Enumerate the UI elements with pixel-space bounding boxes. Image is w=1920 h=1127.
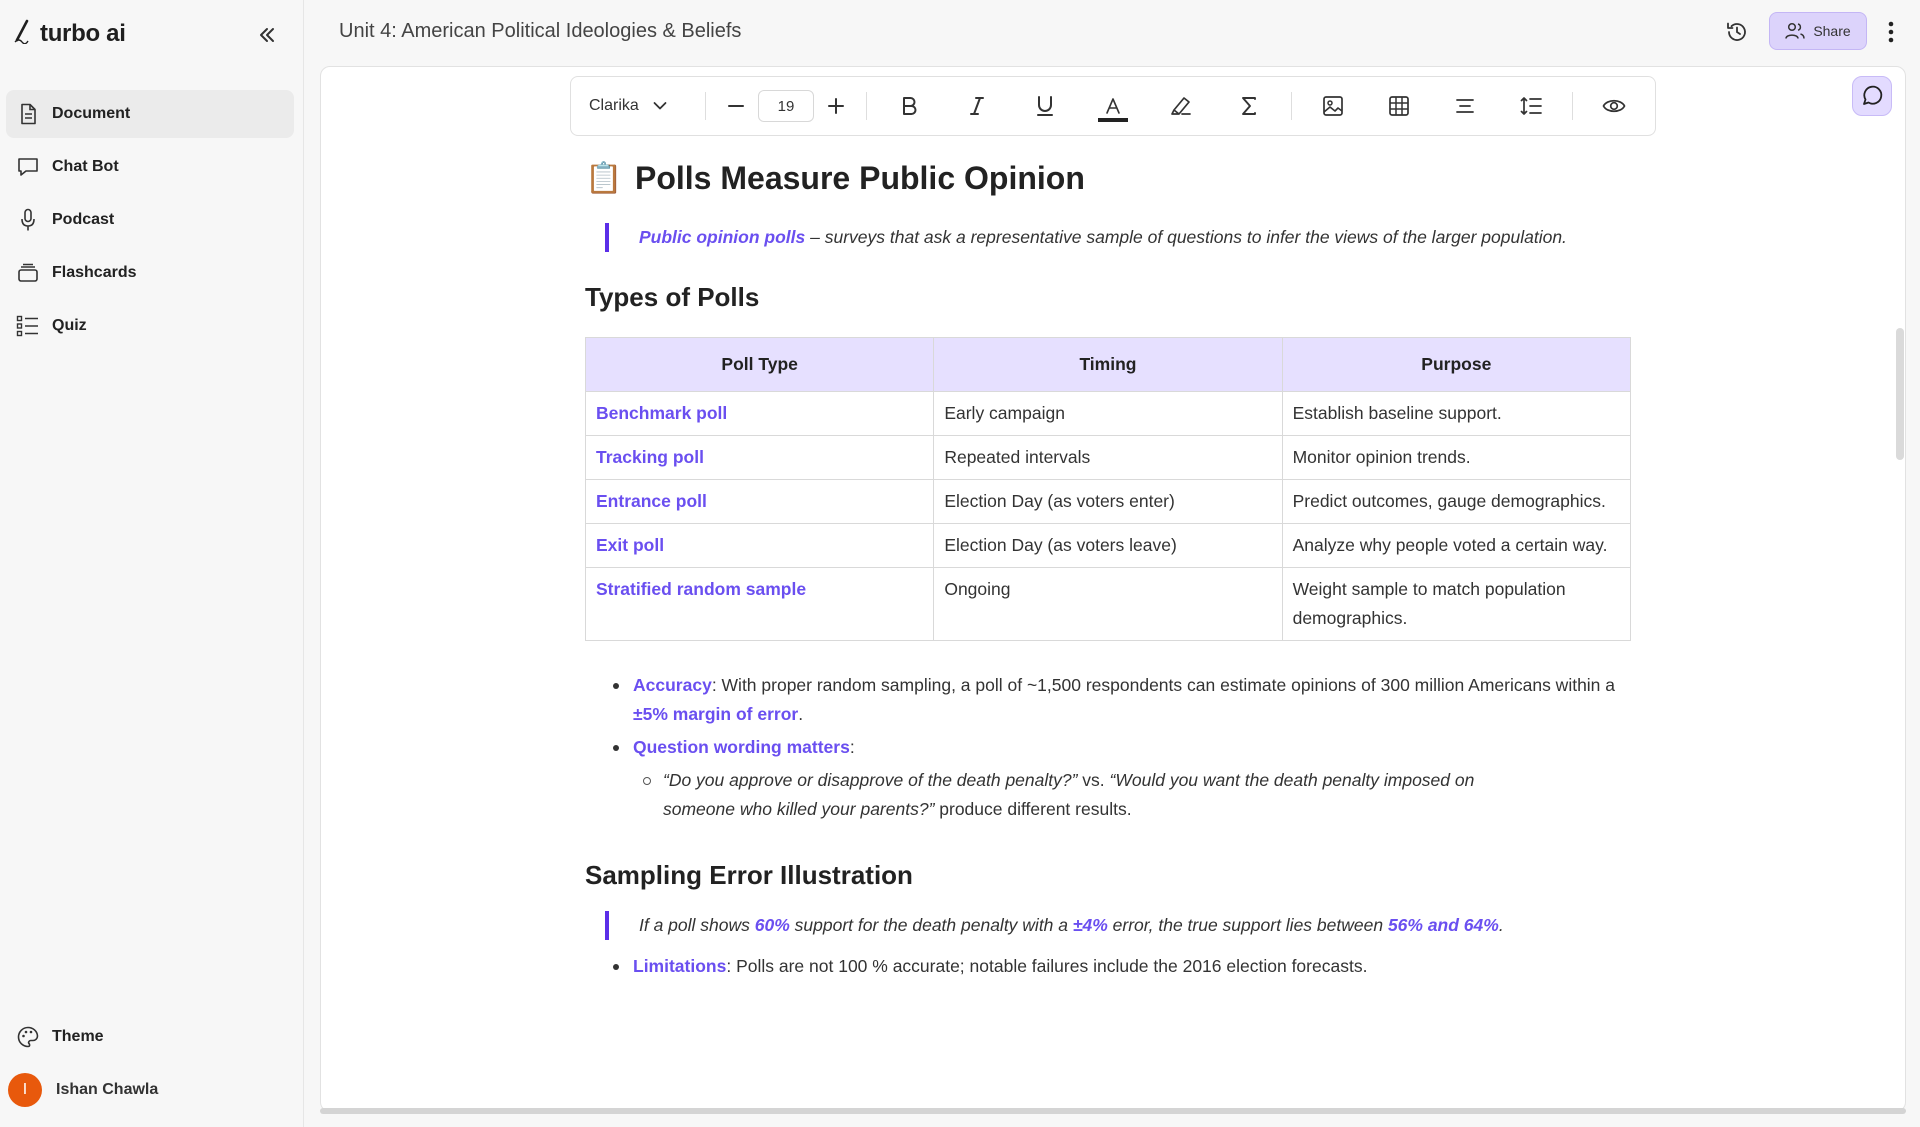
insert-image-button[interactable] — [1300, 86, 1366, 126]
clipboard-icon: 📋 — [585, 162, 623, 195]
italic-icon — [969, 96, 985, 116]
text-style-group — [867, 86, 1291, 126]
list-item — [613, 671, 1631, 729]
document-icon — [16, 102, 40, 126]
list-item-text: produce different results. — [934, 799, 1132, 819]
table-header: Timing — [934, 338, 1282, 392]
sidebar-nav — [6, 90, 294, 355]
sidebar-item-label: Quiz — [52, 317, 87, 334]
font-family-select[interactable] — [571, 97, 705, 115]
table-row — [586, 524, 1631, 568]
minus-icon — [727, 97, 745, 115]
quoted-question: “Would you want the death penalty imposed on someone who killed your parents?” — [663, 770, 1475, 819]
margin-of-error-link[interactable]: ±5% margin of error — [633, 704, 799, 724]
formatting-toolbar — [570, 76, 1656, 136]
plus-icon — [827, 97, 845, 115]
document-body[interactable] — [585, 160, 1631, 981]
brand-logo[interactable] — [14, 18, 126, 49]
table-cell: Ongoing — [934, 568, 1282, 641]
poll-types-table — [585, 337, 1631, 641]
definition-term[interactable]: Public opinion polls — [639, 227, 806, 247]
font-size-group — [706, 86, 866, 126]
preview-button[interactable] — [1581, 86, 1647, 126]
insert-table-button[interactable] — [1366, 86, 1432, 126]
view-group — [1573, 86, 1655, 126]
table-header: Purpose — [1282, 338, 1630, 392]
theme-label: Theme — [52, 1028, 104, 1045]
types-of-polls-heading: Types of Polls — [585, 282, 760, 312]
heading-text: Polls Measure Public Opinion — [635, 160, 1085, 196]
table-cell: Analyze why people voted a certain way. — [1282, 524, 1630, 568]
user-name: Ishan Chawla — [56, 1081, 159, 1098]
increase-font-size-button[interactable] — [814, 86, 858, 126]
sidebar — [0, 0, 304, 1127]
limitations-term[interactable]: Limitations — [633, 956, 727, 976]
font-size-input[interactable]: 19 — [758, 90, 814, 122]
italic-button[interactable] — [943, 86, 1011, 126]
table-cell-link[interactable]: Entrance poll — [586, 480, 934, 524]
line-spacing-button[interactable] — [1498, 86, 1564, 126]
bullet-list — [613, 952, 1631, 981]
section-heading — [585, 160, 1631, 197]
line-spacing-icon — [1520, 96, 1542, 116]
table-cell: Establish baseline support. — [1282, 392, 1630, 436]
sampling-blockquote — [605, 911, 1631, 940]
microphone-icon — [16, 208, 40, 232]
chat-bubble-icon — [16, 155, 40, 179]
users-icon — [1785, 22, 1805, 40]
sidebar-item-label: Podcast — [52, 211, 115, 228]
vertical-scrollbar[interactable] — [1896, 328, 1904, 460]
accuracy-term[interactable]: Accuracy — [633, 675, 712, 695]
header — [305, 0, 1920, 64]
sidebar-bottom — [6, 1013, 294, 1114]
sampling-error-heading: Sampling Error Illustration — [585, 860, 913, 890]
quote-text: . — [1498, 915, 1504, 935]
sidebar-item-document[interactable] — [6, 90, 294, 138]
table-cell-link[interactable]: Tracking poll — [586, 436, 934, 480]
bold-button[interactable] — [875, 86, 943, 126]
list-item-text: : With proper random sampling, a poll of ~1,500 respondents can estimate opinions of 300 million Americans within a — [711, 675, 1616, 695]
chevron-down-icon — [653, 101, 667, 111]
bold-icon — [901, 96, 917, 116]
quoted-question: “Do you approve or disapprove of the death penalty?” — [663, 770, 1078, 790]
table-cell: Repeated intervals — [934, 436, 1282, 480]
share-label: Share — [1813, 23, 1851, 39]
table-row — [586, 392, 1631, 436]
sidebar-item-quiz[interactable] — [6, 302, 294, 350]
list-icon — [16, 314, 40, 338]
decrease-font-size-button[interactable] — [714, 86, 758, 126]
equation-button[interactable] — [1215, 86, 1283, 126]
highlighter-icon — [1170, 96, 1192, 116]
palette-icon — [16, 1025, 40, 1049]
underline-icon — [1036, 95, 1054, 117]
user-profile[interactable] — [6, 1066, 294, 1114]
table-row — [586, 480, 1631, 524]
history-icon — [1725, 20, 1749, 44]
table-row — [586, 436, 1631, 480]
cards-icon — [16, 261, 40, 285]
table-cell: Election Day (as voters leave) — [934, 524, 1282, 568]
list-item-text: : Polls are not 100 % accurate; notable failures include the 2016 election forecasts. — [726, 956, 1368, 976]
list-item — [613, 952, 1631, 981]
table-cell: Early campaign — [934, 392, 1282, 436]
highlight-value[interactable]: ±4% — [1072, 915, 1108, 935]
horizontal-scrollbar[interactable] — [320, 1108, 1906, 1114]
sidebar-item-flashcards[interactable] — [6, 249, 294, 297]
double-chevron-left-icon — [257, 25, 277, 45]
sidebar-item-label: Flashcards — [52, 264, 137, 281]
definition-text: – surveys that ask a representative sample of questions to infer the views of the larger population. — [805, 227, 1567, 247]
table-cell-link[interactable]: Exit poll — [586, 524, 934, 568]
list-item — [613, 733, 1631, 762]
sigma-icon — [1241, 96, 1257, 116]
table-cell: Monitor opinion trends. — [1282, 436, 1630, 480]
theme-button[interactable] — [6, 1013, 294, 1061]
avatar: I — [8, 1073, 42, 1107]
table-row — [586, 568, 1631, 641]
definition-blockquote — [605, 223, 1631, 252]
list-item-text: vs. — [1077, 770, 1110, 790]
table-header-row — [586, 338, 1631, 392]
font-family-value: Clarika — [589, 97, 639, 114]
table-header: Poll Type — [586, 338, 934, 392]
align-button[interactable] — [1432, 86, 1498, 126]
table-cell-link[interactable]: Benchmark poll — [586, 392, 934, 436]
question-wording-term[interactable]: Question wording matters — [633, 737, 850, 757]
quote-text: support for the death penalty with a — [789, 915, 1073, 935]
align-center-icon — [1455, 97, 1475, 115]
text-color-button[interactable] — [1079, 86, 1147, 126]
insert-group — [1292, 86, 1572, 126]
list-item-text: : — [849, 737, 855, 757]
sidebar-item-label: Document — [52, 105, 131, 122]
table-cell-link[interactable]: Stratified random sample — [586, 568, 934, 641]
eye-icon — [1602, 97, 1626, 115]
collapse-sidebar-button[interactable] — [250, 18, 284, 52]
table-cell: Election Day (as voters enter) — [934, 480, 1282, 524]
text-color-swatch — [1098, 118, 1128, 122]
table-cell: Weight sample to match population demographics. — [1282, 568, 1630, 641]
highlight-value[interactable]: 56% and 64% — [1387, 915, 1499, 935]
bullet-list — [613, 671, 1631, 824]
highlight-value[interactable]: 60% — [754, 915, 790, 935]
underline-button[interactable] — [1011, 86, 1079, 126]
document-title[interactable]: Unit 4: American Political Ideologies & Beliefs — [339, 20, 742, 42]
quote-text: If a poll shows — [639, 915, 755, 935]
open-chat-button[interactable] — [1852, 76, 1892, 116]
pen-logo-icon — [14, 18, 34, 49]
quote-text: error, the true support lies between — [1107, 915, 1388, 935]
share-button[interactable] — [1769, 12, 1867, 50]
sidebar-item-podcast[interactable] — [6, 196, 294, 244]
table-icon — [1388, 95, 1410, 117]
image-icon — [1322, 95, 1344, 117]
kebab-menu-icon — [1888, 21, 1894, 43]
table-cell: Predict outcomes, gauge demographics. — [1282, 480, 1630, 524]
list-item-text: . — [798, 704, 804, 724]
sidebar-item-label: Chat Bot — [52, 158, 119, 175]
text-color-icon — [1104, 97, 1122, 115]
chat-bubble-icon — [1860, 84, 1884, 108]
sidebar-item-chat-bot[interactable] — [6, 143, 294, 191]
highlight-button[interactable] — [1147, 86, 1215, 126]
history-button[interactable] — [1721, 16, 1753, 48]
brand-name: turbo ai — [40, 19, 126, 47]
sub-list-item — [593, 766, 1513, 824]
more-options-button[interactable] — [1879, 16, 1903, 48]
